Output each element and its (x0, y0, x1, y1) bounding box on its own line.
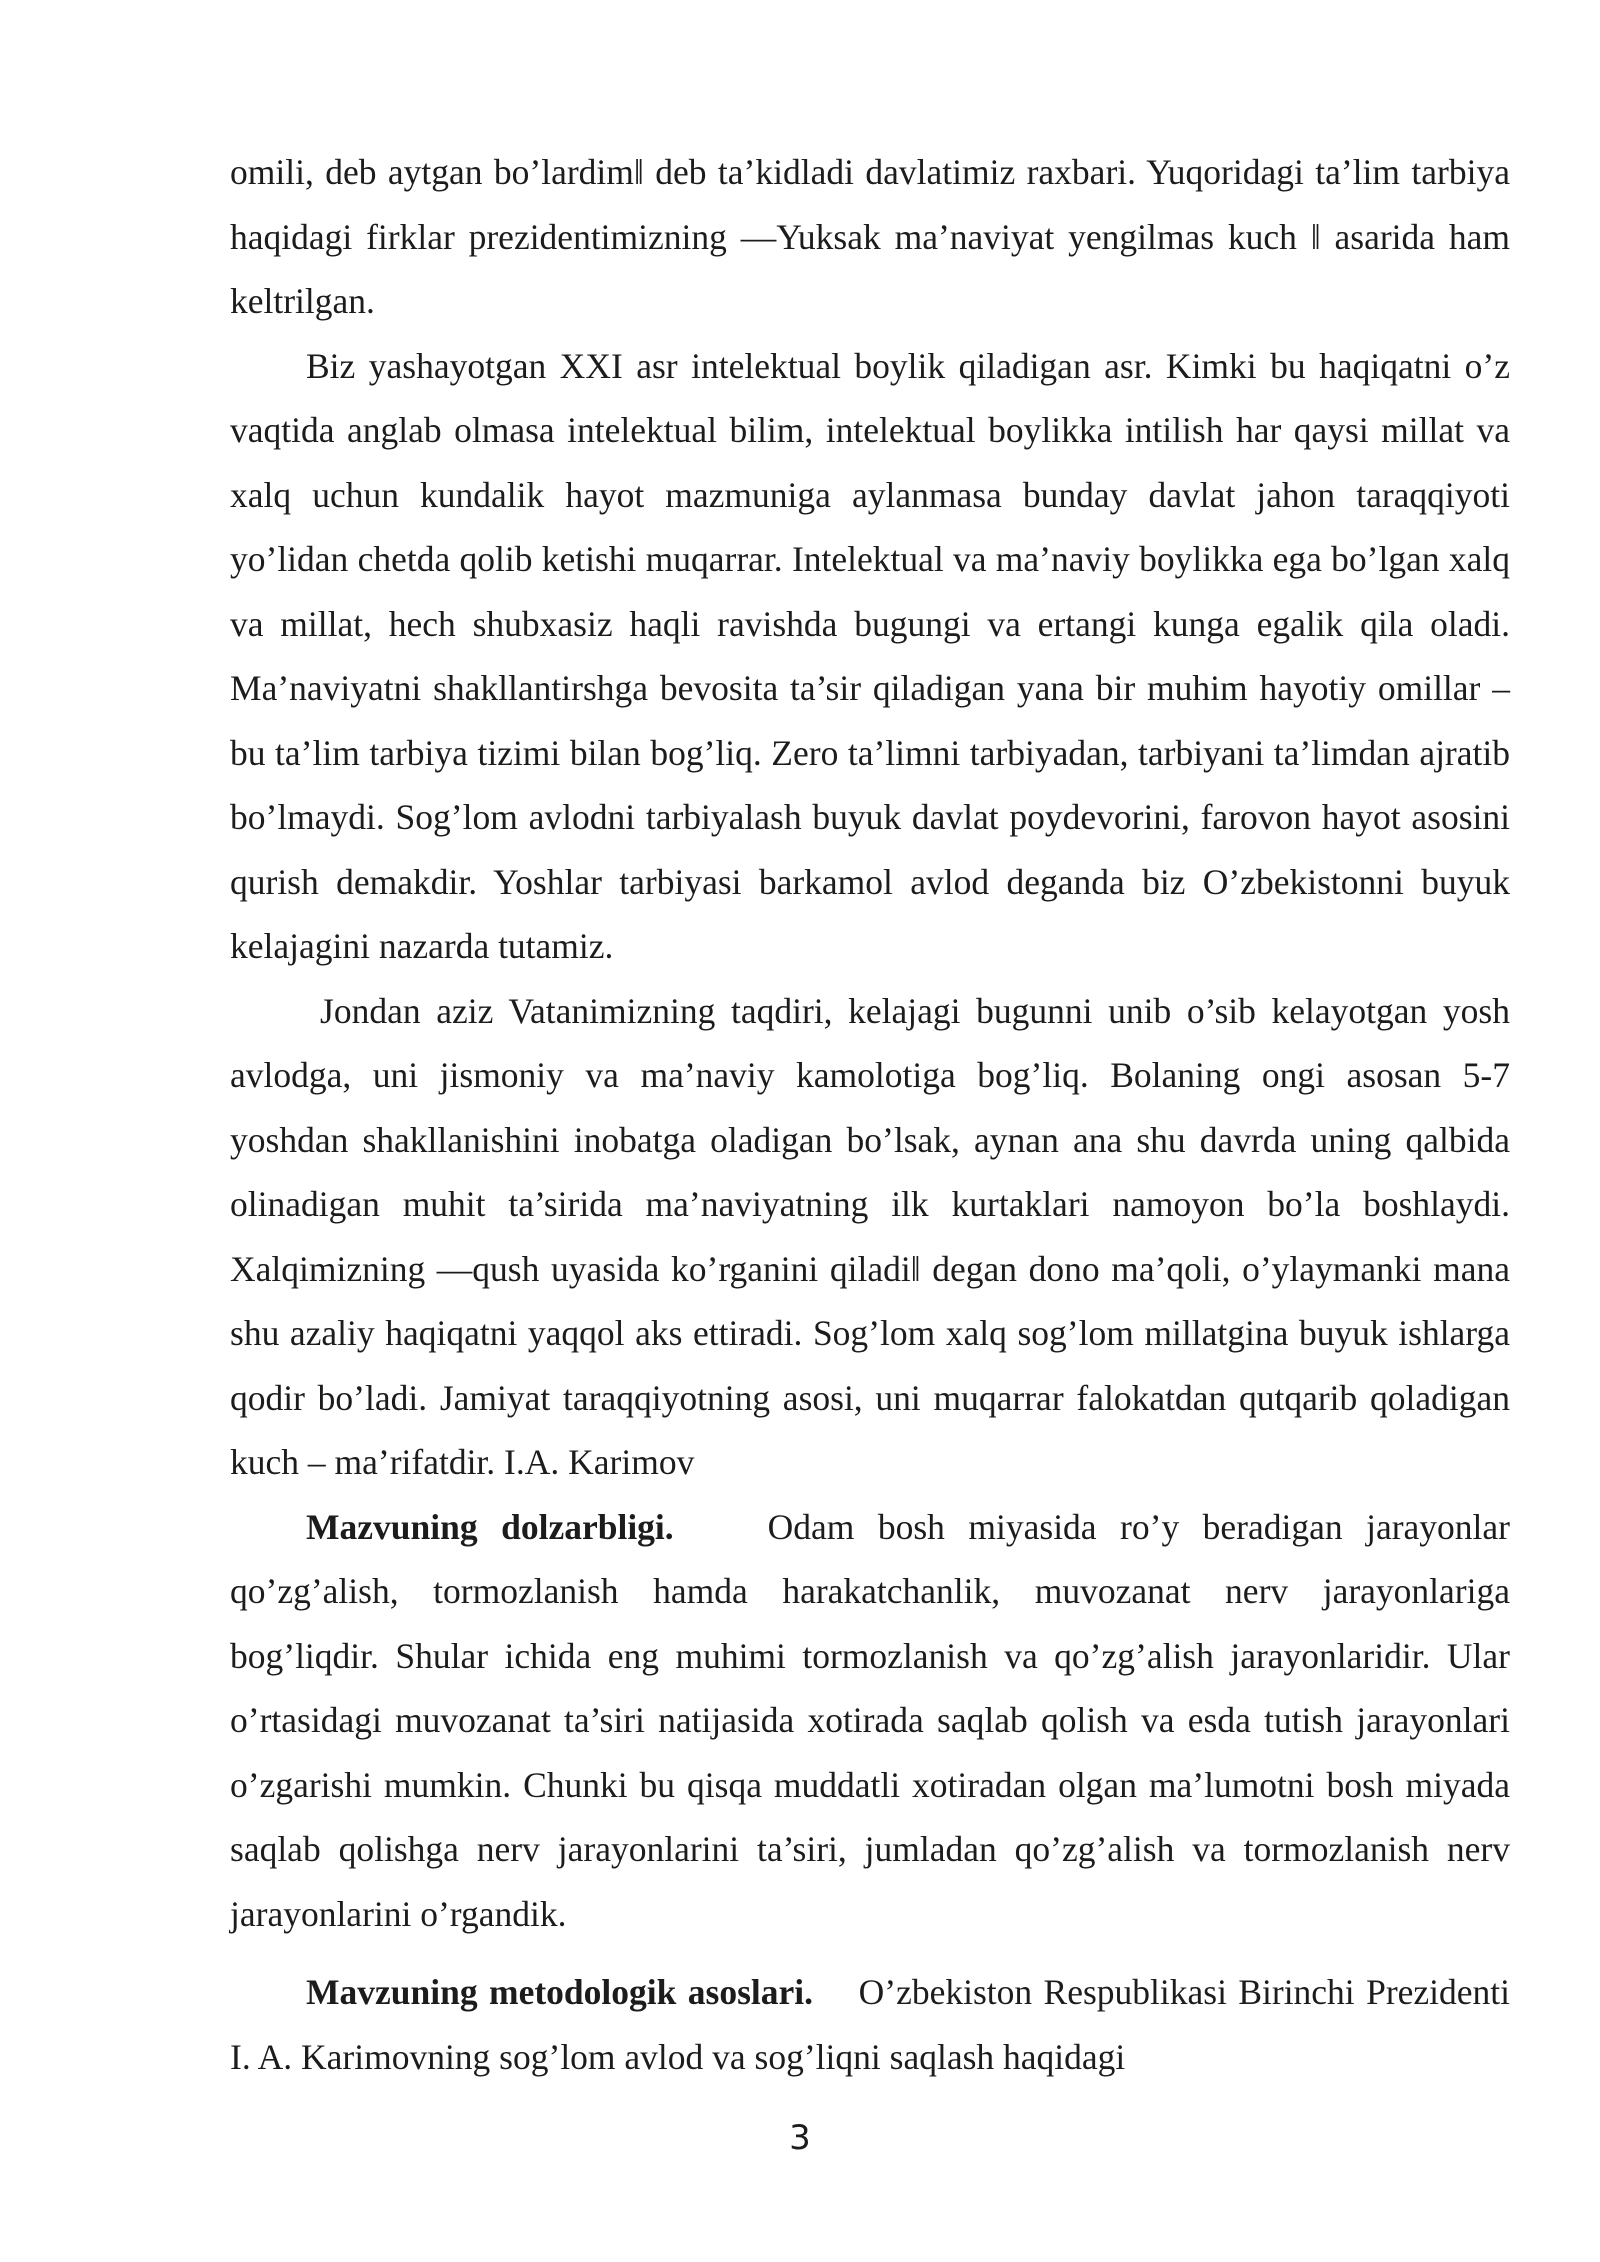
page-number: 3 (789, 2118, 811, 2158)
paragraph-continuation (230, 140, 1510, 334)
paragraph-text: O’zbekiston Respublikasi Birinchi Prezidenti I. A. Karimovning sog’lom avlod va sog’liqni saqlash haqidagi (230, 1972, 1510, 2077)
paragraph-topic-relevance (230, 1495, 1510, 1947)
paragraph-text: Jondan aziz Vatanimizning taqdiri, kelajagi bugunni unib o’sib kelayotgan yosh avlodga, uni jismoniy va ma’naviy kamolotiga bog’liq. Bolaning ongi asosan 5-7 yoshdan shakllanishini inobatga oladigan bo’lsak, aynan ana shu davrda uning qalbida olinadigan muhit ta’sirida ma’naviyatning ilk kurtaklari namoyon bo’la boshlaydi. Xalqimizning ―qush uyasida ko’rganini qiladi‖ degan dono ma’qoli, o’ylaymanki mana shu azaliy haqiqatni yaqqol aks ettiradi. Sog’lom xalq sog’lom millatgina buyuk ishlarga qodir bo’ladi. Jamiyat taraqqiyotning asosi, uni muqarrar falokatdan qutqarib qoladigan kuch – ma’rifatdir. I.A. Karimov (230, 990, 1510, 1482)
paragraph-text: Odam bosh miyasida ro’y beradigan jarayonlar qo’zg’alish, tormozlanish hamda harakatchanlik, muvozanat nerv jarayonlariga bog’liqdir. Shular ichida eng muhimi tormozlanish va qo’zg’alish jarayonlaridir. Ular o’rtasidagi muvozanat ta’siri natijasida xotirada saqlab qolish va esda tutish jarayonlari o’zgarishi mumkin. Chunki bu qisqa muddatli xotiradan olgan ma’lumotni bosh miyada saqlab qolishga nerv jarayonlarini ta’siri, jumladan qo’zg’alish va tormozlanish nerv jarayonlarini o’rgandik. (230, 1506, 1511, 1934)
paragraph-homeland-future (230, 979, 1510, 1495)
paragraph-intellectual-wealth (230, 334, 1510, 979)
paragraph-text: omili, deb aytgan bo’lardim‖ deb ta’kidladi davlatimiz raxbari. Yuqoridagi ta’lim tarbiya haqidagi firklar prezidentimizning ―Yuksak ma’naviyat yengilmas kuch ‖ asarida ham keltrilgan. (230, 152, 1510, 321)
paragraph-methodological-basis (230, 1960, 1510, 2089)
document-page (230, 140, 1510, 2089)
section-heading: Mavzuning metodologik asoslari. (306, 1972, 814, 2012)
paragraph-text: Biz yashayotgan XXI asr intelektual boylik qiladigan asr. Kimki bu haqiqatni o’z vaqtida anglab olmasa intelektual bilim, intelektual boylikka intilish har qaysi millat va xalq uchun kundalik hayot mazmuniga aylanmasa bunday davlat jahon taraqqiyoti yo’lidan chetda qolib ketishi muqarrar. Intelektual va ma’naviy boylikka ega bo’lgan xalq va millat, hech shubxasiz haqli ravishda bugungi va ertangi kunga egalik qila oladi. Ma’naviyatni shakllantirshga bevosita ta’sir qiladigan yana bir muhim hayotiy omillar – bu ta’lim tarbiya tizimi bilan bog’liq. Zero ta’limni tarbiyadan, tarbiyani ta’limdan ajratib bo’lmaydi. Sog’lom avlodni tarbiyalash buyuk davlat poydevorini, farovon hayot asosini qurish demakdir. Yoshlar tarbiyasi barkamol avlod deganda biz O’zbekistonni buyuk kelajagini nazarda tutamiz. (230, 345, 1510, 966)
section-heading: Mazvuning dolzarbligi. (306, 1506, 674, 1547)
